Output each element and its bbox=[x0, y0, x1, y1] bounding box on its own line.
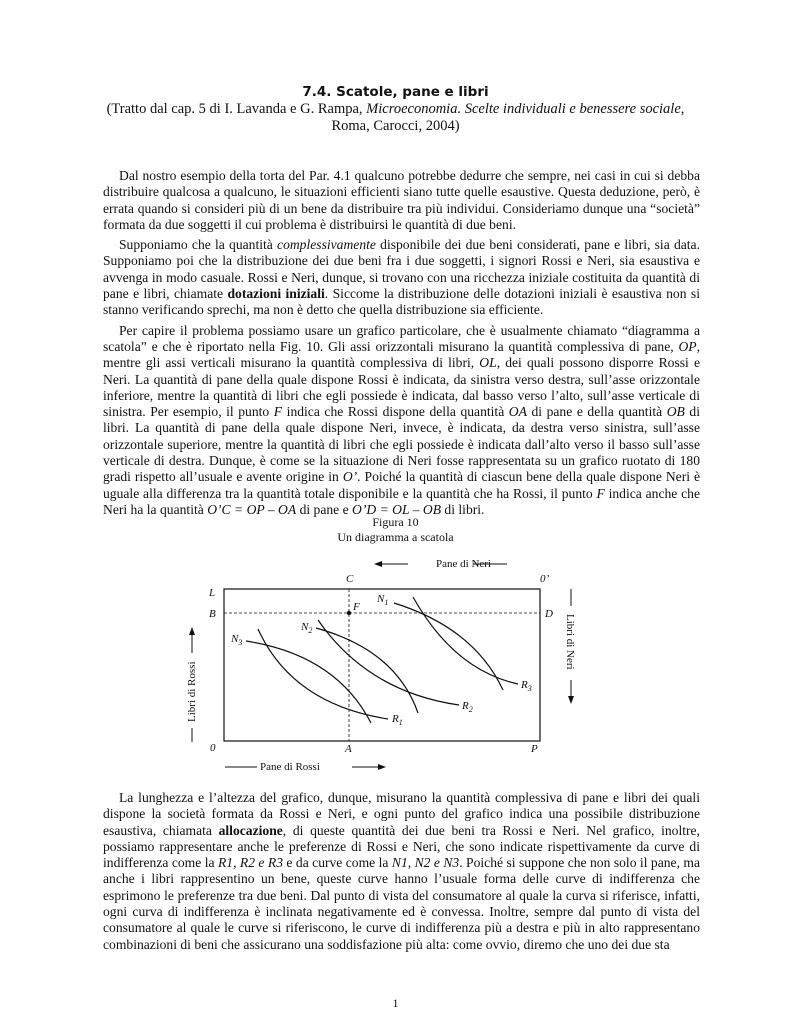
paragraph-4 bbox=[103, 790, 700, 953]
text-run: . Poiché la quantità di ciascun bene della quale dispone Neri è uguale alla differenza tra la quantità totale disponibile e la quantità che ha Rossi, il punto bbox=[103, 469, 700, 501]
label-R3-sub: 3 bbox=[527, 684, 532, 693]
label-R3 bbox=[520, 679, 532, 693]
label-O: 0 bbox=[210, 742, 216, 754]
main-text bbox=[103, 168, 700, 522]
right-axis-label: Libri di Neri bbox=[564, 614, 576, 670]
neri-curve-list: N1, N2 e N3 bbox=[391, 855, 460, 871]
curve-N1 bbox=[394, 603, 503, 690]
text-run: di pane e della quantità bbox=[526, 404, 667, 420]
italic-run: OA bbox=[508, 404, 527, 420]
text-run: di libri. La quantità di pane della quale dispone Neri, invece, è indicata, da destra verso sinistra, sull’asse orizzontale superiore, mentre la quantità di libri che egli possiede è indicata dall’alto verso il basso sull’asse verticale di destra. Dunque, è come se la situazione di Neri fosse rappresentata su un grafico ruotato di 180 gradi rispetto all’usuale e avente origine in bbox=[103, 404, 700, 485]
text-run: . Siccome la distribuzione delle dotazioni iniziali è esaustiva non si stanno verificando sprechi, ma non è detto che quella distribuzione sia efficiente. bbox=[103, 286, 700, 318]
italic-run: F bbox=[273, 404, 283, 420]
section-title: 7.4. Scatole, pane e libri bbox=[302, 84, 489, 100]
label-N3-letter: N bbox=[231, 633, 239, 645]
citation-text: (Tratto dal cap. 5 di I. Lavanda e G. Rampa, bbox=[106, 101, 367, 117]
italic-run: complessivamente bbox=[277, 237, 376, 253]
label-F: F bbox=[353, 601, 360, 613]
label-P: P bbox=[531, 743, 538, 755]
text-run: di libri. bbox=[441, 501, 485, 517]
label-N2-letter: N bbox=[301, 621, 309, 633]
page-number: 1 bbox=[392, 996, 399, 1010]
rossi-curve-list: R1, R2 e R3 bbox=[217, 855, 283, 871]
figure-caption: Figura 10 bbox=[372, 515, 419, 529]
text-run: La lunghezza e l’altezza del grafico, dunque, misurano la quantità complessiva di pane e libri dei quali dispone la società formata da Rossi e Neri, e ogni punto del grafico indica una possibile distribuzione esaustiva, chiamata bbox=[103, 790, 700, 838]
label-L: L bbox=[209, 587, 216, 599]
curve-R1 bbox=[258, 629, 388, 719]
point-F bbox=[347, 611, 351, 615]
label-N1-letter: N bbox=[377, 593, 385, 605]
text-run: . Poiché si suppone che non solo il pane, ma anche i libri rappresentino un bene, queste curve hanno l’usuale forma delle curve di indifferenza che esprimono le preferenze tra due beni. Dal punto di vista del consumatore al quale la curva si riferisce, infatti, ogni curva di indifferenza è inclinata negativamente ed è convessa. Inoltre, sempre dal punto di vista del consumatore al quale le curve si riferiscono, le curve di indifferenza più a destra e più in alto rappresentano combinazioni di beni che assicurano una soddisfazione più alta: come ovvio, diremo che uno dei due sta bbox=[103, 855, 701, 952]
text-run: di pane e bbox=[296, 501, 353, 517]
top-axis-label: Pane di Neri bbox=[436, 558, 491, 570]
text-run: , mentre gli assi verticali misurano la quantità complessiva di libri, bbox=[103, 338, 700, 371]
text-run: , dei quali possono disporre Rossi e Neri. La quantità di pane della quale dispone Rossi è indicata, da sinistra verso destra, sull’asse orizzontale inferiore, mentre la quantità di libri che egli possiede è indicata, dal basso verso l’alto, sull’asse verticale di sinistra. Per esempio, il punto bbox=[103, 355, 700, 420]
left-axis-label: Libri di Rossi bbox=[186, 661, 198, 722]
text-run: disponibile dei due beni considerati, pane e libri, sia data. Supponiamo poi che la distribuzione dei due beni fra i due soggetti, i signori Rossi e Neri, sia esaustiva e avvenga in modo casuale. Rossi e Neri, dunque, si trovano con una ricchezza iniziale costituita da quantità di pane e libri, chiamate bbox=[103, 237, 700, 302]
label-R3-letter: R bbox=[521, 679, 528, 691]
label-N2 bbox=[300, 621, 312, 635]
text-run: indica che Rossi dispone della quantità bbox=[282, 404, 509, 420]
paragraph-2 bbox=[103, 237, 700, 318]
label-O-prime: 0’ bbox=[540, 573, 550, 585]
figure-subtitle: Un diagramma a scatola bbox=[337, 530, 454, 544]
label-N3-sub: 3 bbox=[238, 638, 243, 647]
label-C: C bbox=[346, 573, 354, 585]
label-R1-letter: R bbox=[392, 713, 399, 725]
italic-run: OP bbox=[678, 338, 697, 354]
label-N2-sub: 2 bbox=[308, 626, 313, 635]
italic-run: O’ bbox=[342, 469, 358, 485]
italic-equation: O’D = OL – OB bbox=[352, 501, 442, 517]
citation-comma: , bbox=[680, 101, 685, 117]
italic-run: OB bbox=[666, 404, 685, 420]
text-after-figure bbox=[103, 790, 700, 957]
label-N3 bbox=[230, 633, 242, 647]
text-run: Supponiamo che la quantità bbox=[119, 237, 278, 253]
label-D: D bbox=[545, 608, 553, 620]
paragraph-3 bbox=[103, 323, 700, 519]
paragraph-1: Dal nostro esempio della torta del Par. 4.1 qualcuno potrebbe dedurre che sempre, nei casi in cui si debba distribuire qualcosa a qualcuno, le situazioni efficienti siano tutte quelle esaustive. Questa deduzione, però, è errata quando si consideri più di un bene da distribuire tra più individui. Consideriamo dunque una “società” formata da due soggetti il cui problema è distribuirsi le quantità di due beni. bbox=[103, 168, 700, 232]
text-run: e da curve come la bbox=[283, 855, 392, 871]
citation-book-title: Microeconomia. Scelte individuali e benessere sociale bbox=[366, 101, 681, 117]
text-run: Per capire il problema possiamo usare un grafico particolare, che è usualmente chiamato “diagramma a scatola” e che è riportato nella Fig. 10. Gli assi orizzontali misurano la quantità complessiva di pane, bbox=[103, 322, 700, 354]
label-R1 bbox=[391, 713, 403, 727]
italic-run: OL bbox=[479, 355, 497, 371]
text-run: , di queste quantità dei due beni tra Rossi e Neri. Nel grafico, inoltre, possiamo rappresentare anche le preferenze di Rossi e Neri, che sono indicate rispettivamente da curve di indifferenza come la bbox=[103, 822, 700, 871]
label-R2-letter: R bbox=[462, 700, 469, 712]
bold-term: allocazione bbox=[218, 822, 283, 838]
label-R2 bbox=[461, 700, 473, 714]
label-N1 bbox=[376, 593, 388, 607]
bold-term: dotazioni iniziali bbox=[227, 286, 325, 302]
label-B: B bbox=[209, 608, 216, 620]
bottom-axis-label: Pane di Rossi bbox=[260, 761, 320, 773]
italic-equation: O’C = OP – OA bbox=[207, 501, 297, 517]
italic-run: F bbox=[596, 485, 605, 501]
label-R2-sub: 2 bbox=[468, 705, 473, 714]
box-diagram bbox=[170, 550, 600, 780]
citation-publisher: Roma, Carocci, 2004) bbox=[331, 118, 460, 134]
label-N1-sub: 1 bbox=[384, 598, 389, 607]
label-R1-sub: 1 bbox=[398, 718, 403, 727]
label-A: A bbox=[345, 743, 352, 755]
source-citation bbox=[90, 101, 701, 135]
text-run: indica anche che Neri ha la quantità bbox=[103, 485, 700, 517]
